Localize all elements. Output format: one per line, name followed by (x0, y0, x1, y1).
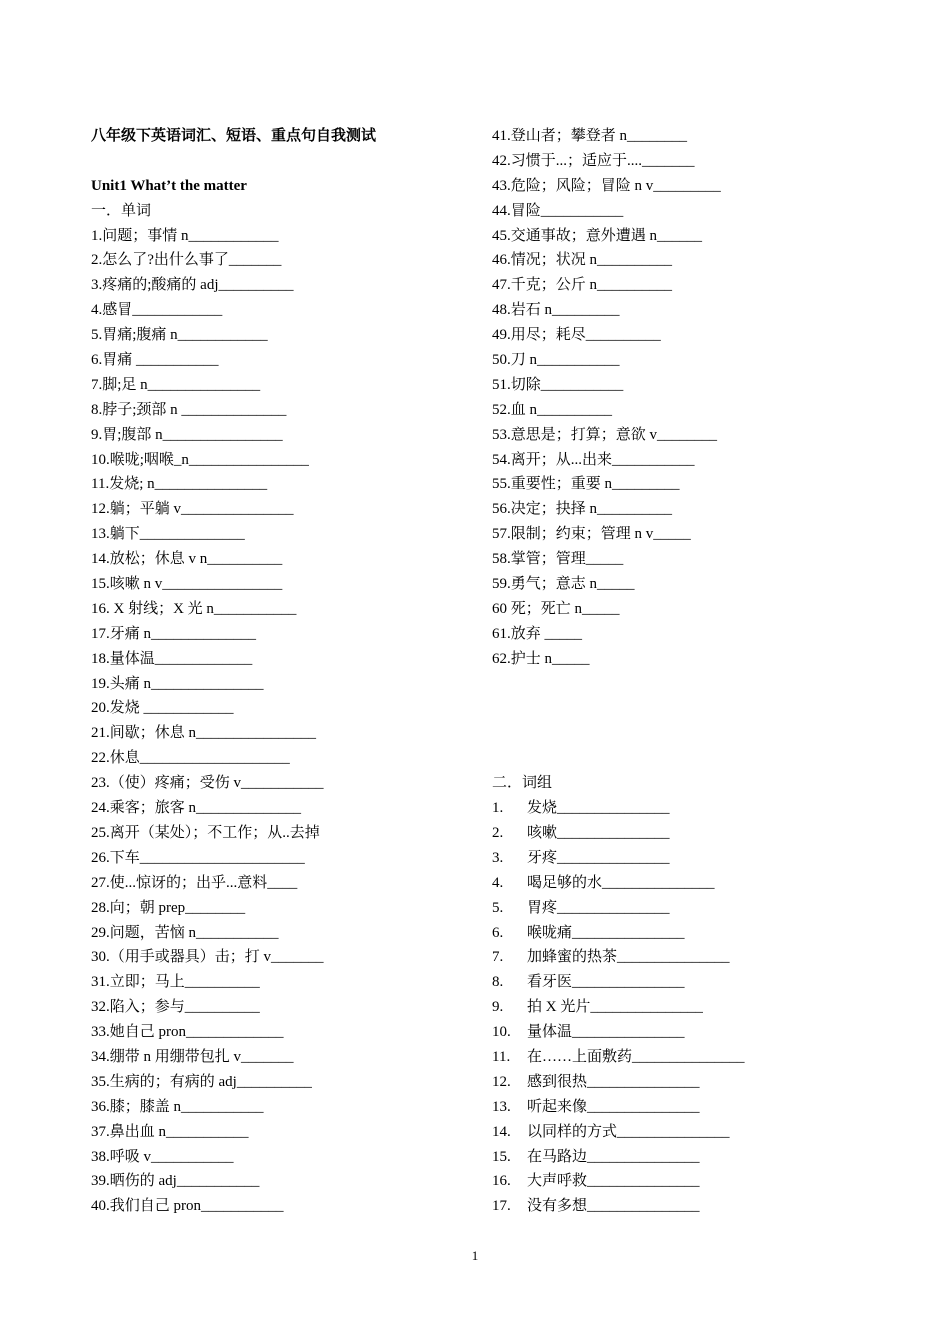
word-list-left (91, 224, 471, 1220)
phrase-number: 4. (492, 874, 504, 891)
phrase-number: 15. (492, 1148, 511, 1165)
list-item: 12.躺；平躺 v_______________ (91, 501, 294, 518)
phrase-item (492, 821, 892, 846)
section-heading-words: 一．单词 (91, 202, 152, 219)
list-item: 52.血 n__________ (492, 401, 613, 418)
list-item: 6.胃痛 ___________ (91, 352, 219, 369)
list-item: 9.胃;腹部 n________________ (91, 426, 283, 443)
list-item: 21.间歇；休息 n________________ (91, 725, 317, 742)
phrase-text: 胃疼_______________ (527, 899, 670, 916)
list-item: 3.疼痛的;酸痛的 adj__________ (91, 277, 294, 294)
list-item: 7.脚;足 n_______________ (91, 376, 261, 393)
list-item: 19.头痛 n_______________ (91, 675, 264, 692)
phrase-item (492, 1045, 892, 1070)
phrase-number: 7. (492, 949, 504, 966)
list-item: 28.向；朝 prep________ (91, 899, 246, 916)
list-item: 1.问题；事情 n____________ (91, 227, 279, 244)
phrase-item (492, 1120, 892, 1145)
list-item: 39.晒伤的 adj___________ (91, 1173, 260, 1190)
list-item: 15.咳嗽 n v________________ (91, 576, 283, 593)
phrase-item (492, 1169, 892, 1194)
list-item: 61.放弃 _____ (492, 625, 583, 642)
list-item: 35.生病的；有病的 adj__________ (91, 1073, 312, 1090)
phrase-number: 5. (492, 899, 504, 916)
list-item: 60 死；死亡 n_____ (492, 600, 620, 617)
list-item: 29.问题，苦恼 n___________ (91, 924, 279, 941)
list-item: 18.量体温_____________ (91, 650, 253, 667)
section-heading-phrases: 二．词组 (492, 775, 553, 792)
phrase-item (492, 1070, 892, 1095)
phrase-number: 1. (492, 800, 504, 817)
list-item: 30.（用手或器具）击；打 v_______ (91, 949, 324, 966)
phrase-item (492, 1194, 892, 1219)
spacer (492, 672, 892, 772)
list-item: 38.呼吸 v___________ (91, 1148, 234, 1165)
list-item: 46.情况；状况 n__________ (492, 252, 673, 269)
list-item: 14.放松；休息 v n__________ (91, 551, 283, 568)
unit-heading: Unit1 What’t the matter (91, 177, 247, 194)
phrase-text: 加蜂蜜的热茶_______________ (527, 949, 730, 966)
list-item: 2.怎么了?出什么事了_______ (91, 252, 282, 269)
phrase-text: 喝足够的水_______________ (527, 874, 715, 891)
phrase-item (492, 846, 892, 871)
phrase-number: 8. (492, 974, 504, 991)
phrase-text: 以同样的方式_______________ (527, 1123, 730, 1140)
phrase-text: 咳嗽_______________ (527, 824, 670, 841)
list-item: 32.陷入；参与__________ (91, 999, 260, 1016)
phrase-number: 9. (492, 999, 504, 1016)
phrase-text: 牙疼_______________ (527, 849, 670, 866)
list-item: 23.（使）疼痛；受伤 v___________ (91, 775, 324, 792)
list-item: 13.躺下______________ (91, 526, 245, 543)
list-item: 5.胃痛;腹痛 n____________ (91, 327, 268, 344)
phrase-text: 量体温_______________ (527, 1024, 685, 1041)
phrase-text: 在马路边_______________ (527, 1148, 700, 1165)
list-item: 56.决定；抉择 n__________ (492, 501, 673, 518)
phrase-text: 看牙医_______________ (527, 974, 685, 991)
phrase-text: 发烧_______________ (527, 800, 670, 817)
phrase-number: 12. (492, 1073, 511, 1090)
phrase-text: 大声呼救_______________ (527, 1173, 700, 1190)
phrase-list (492, 796, 892, 1219)
list-item: 8.脖子;颈部 n ______________ (91, 401, 287, 418)
list-item: 31.立即；马上__________ (91, 974, 260, 991)
phrase-number: 14. (492, 1123, 511, 1140)
phrase-item (492, 796, 892, 821)
list-item: 20.发烧 ____________ (91, 700, 234, 717)
list-item: 26.下车______________________ (91, 849, 305, 866)
phrase-text: 喉咙痛_______________ (527, 924, 685, 941)
list-item: 51.切除___________ (492, 376, 624, 393)
phrase-number: 13. (492, 1098, 511, 1115)
list-item: 16. X 射线；X 光 n___________ (91, 600, 297, 617)
phrase-item (492, 1020, 892, 1045)
phrase-number: 11. (492, 1048, 511, 1065)
phrase-number: 6. (492, 924, 504, 941)
spacer (91, 149, 471, 174)
list-item: 62.护士 n_____ (492, 650, 590, 667)
list-item: 33.她自己 pron_____________ (91, 1024, 284, 1041)
list-item: 11.发烧; n_______________ (91, 476, 268, 493)
phrase-text: 听起来像_______________ (527, 1098, 700, 1115)
list-item: 57.限制；约束；管理 n v_____ (492, 526, 691, 543)
phrase-item (492, 1145, 892, 1170)
list-item: 40.我们自己 pron___________ (91, 1198, 284, 1215)
list-item: 34.绷带 n 用绷带包扎 v_______ (91, 1048, 294, 1065)
list-item: 59.勇气；意志 n_____ (492, 576, 635, 593)
document-title: 八年级下英语词汇、短语、重点句自我测试 (91, 128, 377, 144)
phrase-number: 3. (492, 849, 504, 866)
list-item: 10.喉咙;咽喉_n________________ (91, 451, 309, 468)
phrase-item (492, 1095, 892, 1120)
list-item: 54.离开；从...出来___________ (492, 451, 695, 468)
list-item: 4.感冒____________ (91, 302, 223, 319)
list-item: 53.意思是；打算；意欲 v________ (492, 426, 718, 443)
right-column (492, 124, 892, 1219)
list-item: 55.重要性；重要 n_________ (492, 476, 680, 493)
list-item: 50.刀 n___________ (492, 352, 620, 369)
phrase-item (492, 970, 892, 995)
phrase-text: 没有多想_______________ (527, 1198, 700, 1215)
list-item: 48.岩石 n_________ (492, 302, 620, 319)
list-item: 58.掌管；管理_____ (492, 551, 624, 568)
list-item: 25.离开（某处）；不工作；从..去掉 (91, 824, 320, 841)
list-item: 24.乘客；旅客 n______________ (91, 800, 302, 817)
phrase-item (492, 995, 892, 1020)
phrase-number: 17. (492, 1198, 511, 1215)
list-item: 36.膝；膝盖 n___________ (91, 1098, 264, 1115)
phrase-text: 在……上面敷药_______________ (527, 1048, 745, 1065)
left-column (91, 124, 471, 1219)
phrase-item (492, 921, 892, 946)
list-item: 37.鼻出血 n___________ (91, 1123, 249, 1140)
list-item: 45.交通事故；意外遭遇 n______ (492, 227, 703, 244)
phrase-number: 16. (492, 1173, 511, 1190)
list-item: 22.休息____________________ (91, 750, 290, 767)
list-item: 43.危险；风险；冒险 n v_________ (492, 177, 721, 194)
phrase-text: 拍 X 光片_______________ (527, 999, 703, 1016)
phrase-item (492, 945, 892, 970)
phrase-number: 2. (492, 824, 504, 841)
page-number: 1 (471, 1248, 479, 1263)
phrase-number: 10. (492, 1024, 511, 1041)
list-item: 41.登山者；攀登者 n________ (492, 128, 688, 144)
phrase-text: 感到很热_______________ (527, 1073, 700, 1090)
phrase-item (492, 896, 892, 921)
phrase-item (492, 871, 892, 896)
list-item: 42.习惯于...；适应于...._______ (492, 152, 695, 169)
list-item: 44.冒险___________ (492, 202, 624, 219)
list-item: 17.牙痛 n______________ (91, 625, 257, 642)
list-item: 49.用尽；耗尽__________ (492, 327, 661, 344)
list-item: 27.使...惊讶的；出乎...意料____ (91, 874, 298, 891)
list-item: 47.千克；公斤 n__________ (492, 277, 673, 294)
word-list-right (492, 124, 892, 672)
